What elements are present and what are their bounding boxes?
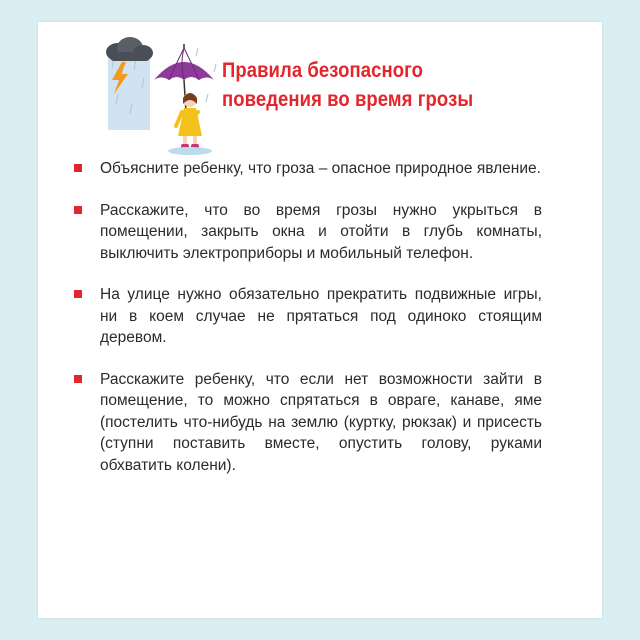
rules-list bbox=[72, 158, 542, 496]
list-item bbox=[72, 158, 542, 180]
list-item bbox=[72, 369, 542, 477]
girl-icon bbox=[176, 93, 202, 149]
bullet-icon bbox=[74, 164, 82, 172]
illustration bbox=[88, 34, 238, 160]
info-card bbox=[38, 22, 602, 618]
rule-text: Расскажите ребенку, что если нет возможности зайти в помещение, то можно спрятаться в овраге, канаве, яме (постелить что-нибудь на землю (куртку, рюкзак) и присесть (ступни поставить вместе, опустить голову, руками обхватить колени). bbox=[100, 370, 542, 474]
rain-backdrop bbox=[108, 54, 150, 130]
bullet-icon bbox=[74, 206, 82, 214]
rule-text: Расскажите, что во время грозы нужно укрыться в помещении, закрыть окна и отойти в глубь комнаты, выключить электроприборы и мобильный телефон. bbox=[100, 201, 542, 262]
rule-text: На улице нужно обязательно прекратить подвижные игры, ни в коем случае не прятаться под одиноко стоящим деревом. bbox=[100, 286, 542, 346]
puddle bbox=[168, 147, 212, 155]
rule-text: Объясните ребенку, что гроза – опасное природное явление. bbox=[100, 160, 541, 177]
page-title bbox=[222, 56, 521, 114]
list-item bbox=[72, 284, 542, 349]
bullet-icon bbox=[74, 375, 82, 383]
girl-with-umbrella-illustration bbox=[88, 34, 238, 160]
title-line-2: поведения во время грозы bbox=[222, 88, 474, 111]
bullet-icon bbox=[74, 290, 82, 298]
storm-cloud-icon bbox=[106, 37, 153, 61]
list-item bbox=[72, 200, 542, 265]
title-line-1: Правила безопасного bbox=[222, 59, 424, 82]
